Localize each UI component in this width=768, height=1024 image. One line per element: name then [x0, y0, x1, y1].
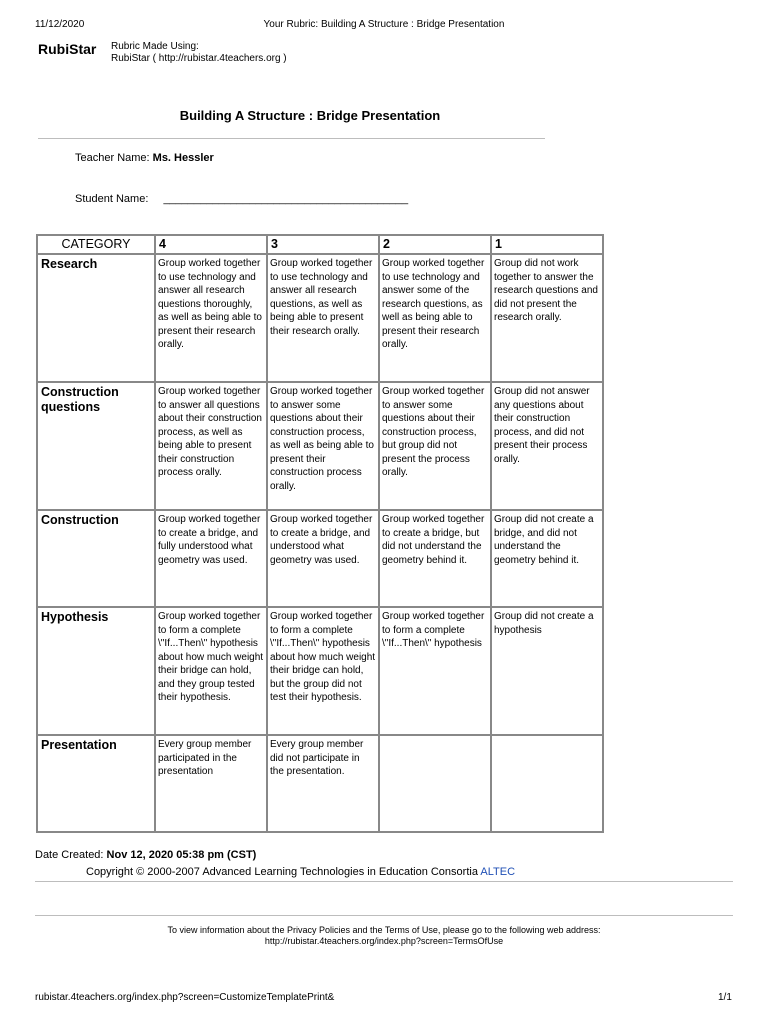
rubric-cell: Group worked together to answer some questions about their construction process, but group did not present the process orally.: [379, 382, 491, 510]
category-name: Hypothesis: [37, 607, 155, 735]
category-name: Construction: [37, 510, 155, 607]
rubric-cell: Group worked together to answer some questions about their construction process, as well as being able to present their construction process orally.: [267, 382, 379, 510]
rubric-row-construction: [37, 510, 603, 607]
rubric-header-row: [37, 235, 603, 254]
date-created-value: Nov 12, 2020 05:38 pm (CST): [106, 849, 257, 861]
rubric-table: [36, 234, 604, 833]
header-category: CATEGORY: [37, 235, 155, 254]
rubric-row-presentation: [37, 735, 603, 832]
terms-of-use-url[interactable]: http://rubistar.4teachers.org/index.php?screen=TermsOfUse: [264, 936, 504, 946]
print-page-number: 1/1: [718, 992, 732, 1003]
rubric-title: Building A Structure : Bridge Presentation: [179, 108, 441, 123]
header-level-4: 4: [155, 235, 267, 254]
rubric-cell: Group did not work together to answer the research questions and did not present the research orally.: [491, 254, 603, 382]
rubric-cell: Group did not create a hypothesis: [491, 607, 603, 735]
date-created: [35, 849, 256, 861]
rubric-cell: Group did not answer any questions about their construction process, and did not present their process orally.: [491, 382, 603, 510]
category-name: Presentation: [37, 735, 155, 832]
print-footer-url: rubistar.4teachers.org/index.php?screen=CustomizeTemplatePrint&: [35, 992, 335, 1003]
category-name: Construction questions: [37, 382, 155, 510]
student-name-blank: ________________________________________: [163, 193, 409, 205]
student-name-label: Student Name:: [75, 193, 149, 205]
rubric-cell: Group worked together to create a bridge, but did not understand the geometry behind it.: [379, 510, 491, 607]
rubric-cell: [491, 735, 603, 832]
rubric-row-construction-questions: [37, 382, 603, 510]
rubric-cell: Group worked together to use technology and answer some of the research questions, as well as being able to present their research orally.: [379, 254, 491, 382]
divider: [35, 915, 733, 916]
made-using-note: [111, 41, 287, 65]
header-level-1: 1: [491, 235, 603, 254]
student-name-row: [75, 193, 408, 205]
teacher-name-row: [75, 152, 214, 164]
made-using-line1: Rubric Made Using:: [111, 41, 199, 52]
print-date: 11/12/2020: [35, 19, 85, 30]
rubric-cell: Group worked together to form a complete \"If...Then\" hypothesis: [379, 607, 491, 735]
copyright-notice: [86, 866, 515, 878]
divider: [35, 881, 733, 882]
rubric-cell: Every group member participated in the presentation: [155, 735, 267, 832]
rubric-cell: [379, 735, 491, 832]
copyright-text: Copyright © 2000-2007 Advanced Learning Technologies in Education Consortia: [86, 866, 478, 878]
category-name: Research: [37, 254, 155, 382]
rubric-cell: Group worked together to form a complete \"If...Then\" hypothesis about how much weight their bridge can hold, and they group tested their hypothesis.: [155, 607, 267, 735]
rubric-cell: Group worked together to create a bridge, and fully understood what geometry was used.: [155, 510, 267, 607]
rubric-row-research: [37, 254, 603, 382]
divider: [38, 138, 545, 139]
altec-link[interactable]: ALTEC: [480, 866, 516, 878]
print-page-title: Your Rubric: Building A Structure : Bridge Presentation: [263, 19, 505, 30]
rubric-cell: Group worked together to use technology and answer all research questions, as well as being able to present their research orally.: [267, 254, 379, 382]
rubric-cell: Group worked together to use technology and answer all research questions thoroughly, as well as being able to present their research orally.: [155, 254, 267, 382]
rubric-row-hypothesis: [37, 607, 603, 735]
teacher-name-value: Ms. Hessler: [152, 152, 214, 164]
rubric-cell: Group did not create a bridge, and did not understand the geometry behind it.: [491, 510, 603, 607]
rubistar-logo: RubiStar: [38, 41, 97, 57]
rubric-cell: Every group member did not participate in the presentation.: [267, 735, 379, 832]
privacy-notice: [0, 925, 768, 947]
privacy-text: To view information about the Privacy Policies and the Terms of Use, please go to the following web address:: [167, 925, 601, 935]
header-level-3: 3: [267, 235, 379, 254]
rubric-cell: Group worked together to answer all questions about their construction process, as well as being able to present their construction process orally.: [155, 382, 267, 510]
made-using-line2[interactable]: RubiStar ( http://rubistar.4teachers.org ): [111, 53, 287, 64]
date-created-label: Date Created:: [35, 849, 104, 861]
header-level-2: 2: [379, 235, 491, 254]
rubric-cell: Group worked together to form a complete \"If...Then\" hypothesis about how much weight their bridge can hold, but the group did not test their hypothesis.: [267, 607, 379, 735]
teacher-name-label: Teacher Name:: [75, 152, 150, 164]
rubric-cell: Group worked together to create a bridge, and understood what geometry was used.: [267, 510, 379, 607]
